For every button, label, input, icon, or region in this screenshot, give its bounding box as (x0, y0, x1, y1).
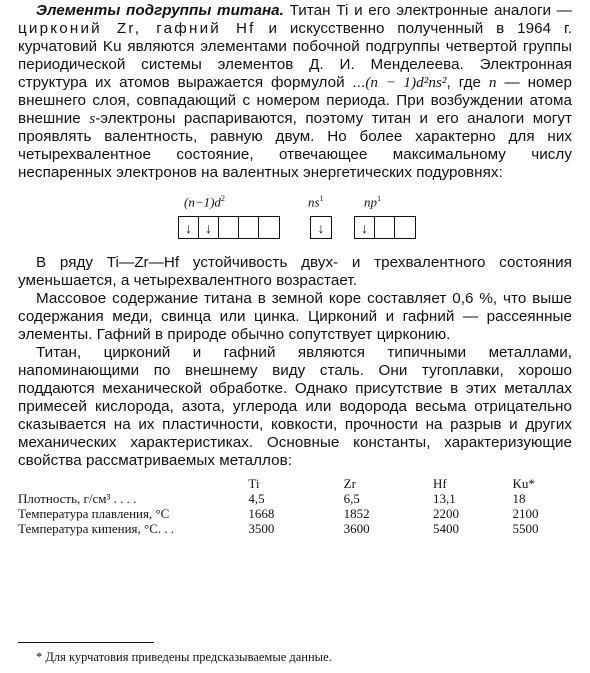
electron-formula: (n − 1)d²ns² (365, 74, 447, 91)
p-orbital-cells (354, 216, 416, 239)
column-header: Ku* (512, 476, 535, 491)
orbital-diagram (18, 194, 572, 250)
footnote: * Для курчатовия приведены предсказываемые данные. (36, 650, 332, 664)
properties-paragraph: Титан, цирконий и гафний являются типичными металлами, напоминающими по внешнему виду сталь. Они тугоплавки, хорошо поддаются механической обработке. Однако присутствие в этих металлах примесей кислорода, азота, углерода или водорода весьма отрицательно сказывается на их пластичности, ковкости, прочности на разрыв и других механических характеристиках. Основные константы, характеризующие свойства рассматриваемых металлов: (18, 344, 572, 469)
orbital-cell (395, 217, 415, 238)
orbital-cell (239, 217, 259, 238)
elements-spaced: цирконий Zr, гафний Hf (18, 20, 256, 37)
table-row: Плотность, г/см³ . . . . 4,5 6,5 13,1 18 (18, 491, 526, 506)
footnote-divider (18, 642, 154, 643)
orbital-cell: ↓ (317, 219, 325, 236)
column-header: Zr (343, 476, 356, 491)
p-sublevel-label: $np^1$ (364, 194, 381, 210)
table-header-row (18, 476, 572, 491)
orbital-cell (219, 217, 239, 238)
orbital-cell: ↓ (179, 217, 199, 238)
s-sublevel-label: $ns^1$ (308, 194, 324, 210)
d-orbital-cells (178, 216, 280, 239)
abundance-paragraph: Массовое содержание титана в земной коре составляет 0,6 %, что выше содержания меди, свинца или цинка. Цирконий и гафний — рассеянные элементы. Гафний в природе обычно сопутствует цирконию. (18, 290, 572, 343)
table-row: Температура кипения, °C. . . 3500 3600 5400 5500 (18, 521, 539, 536)
s-orbital-cells (310, 216, 332, 239)
orbital-cell: ↓ (355, 217, 375, 238)
section-title: Элементы подгруппы титана. (36, 2, 284, 19)
column-header: Ti (248, 476, 260, 491)
constants-table (18, 476, 572, 536)
orbital-cell: ↓ (199, 217, 219, 238)
column-header: Hf (433, 476, 447, 491)
table-row: Температура плавления, °C 1668 1852 2200 2100 (18, 506, 539, 521)
d-sublevel-label: $(n-1)d^2$ (184, 194, 225, 210)
intro-paragraph: Элементы подгруппы титана. Титан Ti и его электронные аналоги — цирконий Zr, гафний Hf и искусственно полученный в 1964 г. курчатовий Ku являются элементами побочной подгруппы четвертой группы периодической системы элементов Д. И. Менделеева. Электронная структура их атомов выражается формулой ...(n − 1)d²ns², где n — номер внешнего слоя, совпадающий с номером периода. При возбуждении атома внешние s-электроны распариваются, поэтому титан и его аналоги могут проявлять валентность, равную двум. Но более характерно для них четырехвалентное состояние, отвечающее максимальному числу неспаренных электронов на валентных энергетических подуровнях: (18, 2, 573, 181)
orbital-cell (375, 217, 395, 238)
orbital-cell (259, 217, 279, 238)
stability-paragraph: В ряду Ti—Zr—Hf устойчивость двух- и трехвалентного состояния уменьшается, а четырехвалентного возрастает. (18, 254, 572, 289)
